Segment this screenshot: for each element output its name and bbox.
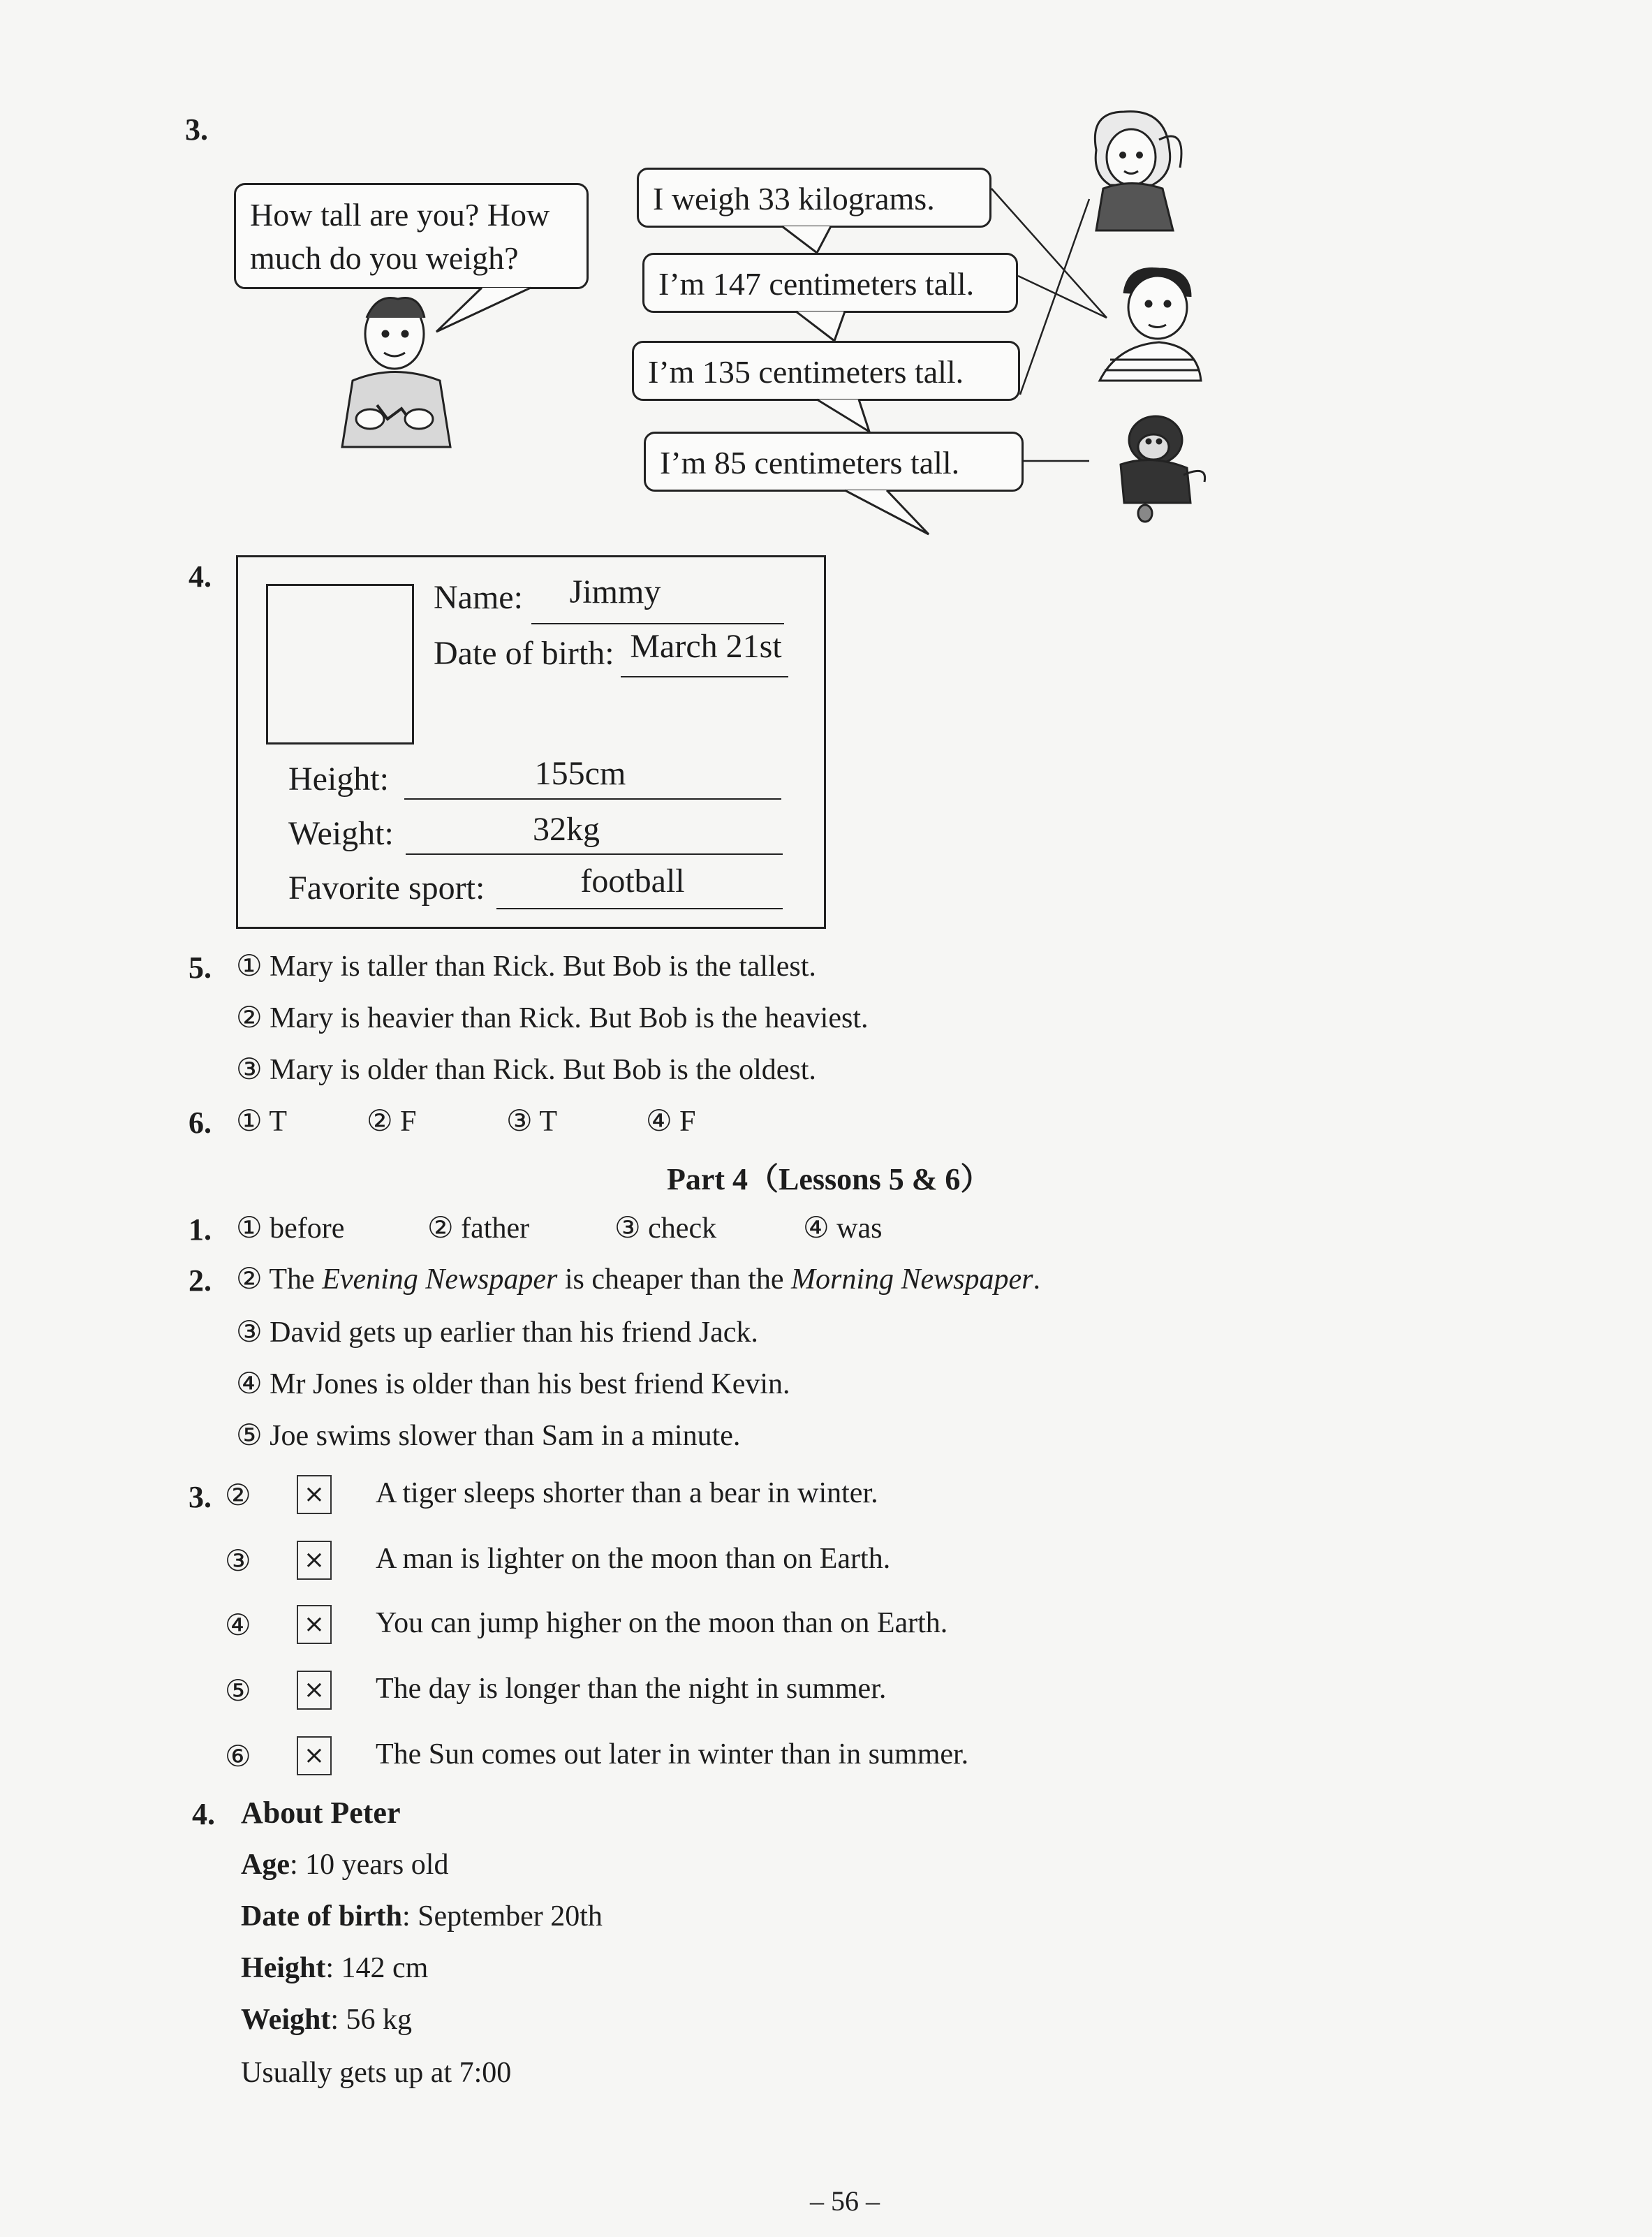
monkey-figure <box>1121 416 1205 522</box>
q6-item-4 <box>646 1103 696 1138</box>
p4q2-item-2 <box>236 1314 758 1349</box>
q6-item-1-mark: ① <box>236 1106 263 1138</box>
match-line-3 <box>1020 199 1089 395</box>
peter-height-label: Height <box>241 1952 326 1984</box>
p4q1-item-1-text: before <box>270 1212 345 1245</box>
sport-underline <box>496 908 783 909</box>
q3-illustration <box>0 0 1652 559</box>
weight-sep: : <box>330 2004 339 2036</box>
part4-title: Part 4（Lessons 5 & 6） <box>667 1162 991 1196</box>
boy-figure <box>1100 268 1201 381</box>
boy-asking-figure <box>342 298 450 447</box>
photo-box <box>266 584 414 745</box>
q5-item-2 <box>236 1000 869 1035</box>
page-number: – 56 – <box>810 2185 880 2217</box>
dob-sep: : <box>401 1900 411 1932</box>
p4q3-item-2-mark: ③ <box>225 1546 251 1578</box>
q6-number: 6. <box>189 1106 212 1140</box>
p4q3-item-1-box: × <box>297 1475 332 1514</box>
p4q3-item-4-box: × <box>297 1671 332 1710</box>
sport-value: football <box>580 863 685 900</box>
p4q1-item-2-mark: ② <box>427 1212 454 1245</box>
p4q3-item-3-box: × <box>297 1605 332 1644</box>
p4q2-first-em1: Evening Newspaper <box>322 1263 558 1296</box>
p4q3-item-1-text: A tiger sleeps shorter than a bear in winter. <box>376 1477 878 1509</box>
match-line-2 <box>1018 276 1107 318</box>
question-bubble-tail <box>436 288 531 332</box>
name-underline <box>531 623 784 624</box>
q6-item-2-text: F <box>400 1106 417 1138</box>
q5-item-2-text: Mary is heavier than Rick. But Bob is the heaviest. <box>270 1002 869 1034</box>
answer-tail-3 <box>817 399 869 432</box>
p4q1-item-3-text: check <box>648 1212 717 1245</box>
q6-item-3 <box>506 1103 557 1138</box>
dob-underline <box>621 676 788 677</box>
p4q3-item-2-text: A man is lighter on the moon than on Earth. <box>376 1543 891 1575</box>
question-line-2: much do you weigh? <box>250 240 519 276</box>
p4q2-item-2-text: David gets up earlier than his friend Jack. <box>270 1316 758 1349</box>
p4q3-number: 3. <box>189 1480 212 1514</box>
p4q3-item-4-text: The day is longer than the night in summer. <box>376 1673 887 1705</box>
age-sep: : <box>289 1849 298 1881</box>
height-row <box>241 1951 428 1985</box>
q5-item-1-text: Mary is taller than Rick. But Bob is the tallest. <box>270 951 816 983</box>
age-label: Age <box>241 1849 290 1881</box>
sport-label: Favorite sport: <box>288 870 485 907</box>
q5-item-2-mark: ② <box>236 1002 263 1034</box>
q5-number: 5. <box>189 951 212 985</box>
height-sep: : <box>325 1952 334 1984</box>
p4q2-first-mark: ② <box>236 1263 263 1296</box>
name-label: Name: <box>434 579 523 616</box>
info-card <box>236 555 826 929</box>
q6-item-1 <box>236 1103 287 1138</box>
p4q3-item-5-text: The Sun comes out later in winter than in summer. <box>376 1738 969 1770</box>
p4q3-item-3-mark: ④ <box>225 1610 251 1642</box>
q5-item-3-mark: ③ <box>236 1054 263 1086</box>
p4q1-item-1 <box>236 1210 344 1245</box>
p4q2-item-first <box>236 1261 1040 1296</box>
q6-item-3-mark: ③ <box>506 1106 533 1138</box>
height-value: 155cm <box>534 755 626 792</box>
weight-row <box>241 2003 412 2037</box>
p4q1-item-3-mark: ③ <box>614 1212 641 1245</box>
p4q1-item-2 <box>427 1210 529 1245</box>
answer-bubble-2: I’m 147 centimeters tall. <box>642 253 1018 313</box>
peter-dob-value: September 20th <box>418 1900 603 1932</box>
weight-label: Weight: <box>288 815 394 852</box>
p4q4-number: 4. <box>192 1797 215 1831</box>
q4-number: 4. <box>189 559 212 594</box>
answer-tail-4 <box>845 490 929 534</box>
weight-underline <box>406 853 783 855</box>
q6-item-1-text: T <box>269 1106 288 1138</box>
girl-figure <box>1095 112 1181 230</box>
p4q3-item-1-mark: ② <box>225 1480 251 1512</box>
weight-value: 32kg <box>533 811 600 848</box>
p4q2-first-post: . <box>1033 1263 1040 1296</box>
match-line-1 <box>991 189 1107 318</box>
q6-item-4-text: F <box>679 1106 696 1138</box>
p4q2-item-4 <box>236 1418 740 1453</box>
q5-item-3-text: Mary is older than Rick. But Bob is the oldest. <box>270 1054 816 1086</box>
peter-weight-value: 56 kg <box>346 2004 413 2036</box>
q6-item-2-mark: ② <box>367 1106 393 1138</box>
p4q4-title: About Peter <box>241 1796 401 1830</box>
p4q1-number: 1. <box>189 1212 212 1247</box>
p4q2-item-4-text: Joe swims slower than Sam in a minute. <box>270 1420 741 1452</box>
p4q3-item-3-text: You can jump higher on the moon than on Earth. <box>376 1607 948 1639</box>
p4q2-item-2-mark: ③ <box>236 1316 263 1349</box>
name-value: Jimmy <box>569 573 661 610</box>
q5-item-3 <box>236 1052 816 1087</box>
p4q2-number: 2. <box>189 1263 212 1298</box>
p4q2-first-pre: The <box>269 1263 315 1296</box>
dob-row <box>241 1900 603 1933</box>
peter-dob-label: Date of birth <box>241 1900 402 1932</box>
p4q2-item-3-text: Mr Jones is older than his best friend Kevin. <box>270 1368 790 1400</box>
p4q1-item-4 <box>803 1210 882 1245</box>
height-label: Height: <box>288 761 389 798</box>
dob-value: March 21st <box>630 628 782 665</box>
height-underline <box>404 798 781 800</box>
q6-item-4-mark: ④ <box>646 1106 672 1138</box>
question-line-1: How tall are you? How <box>250 197 550 233</box>
q5-item-1-mark: ① <box>236 951 263 983</box>
p4q1-item-3 <box>614 1210 716 1245</box>
getup-row: Usually gets up at 7:00 <box>241 2057 512 2089</box>
dob-label: Date of birth: <box>434 635 614 672</box>
answer-bubble-4: I’m 85 centimeters tall. <box>644 432 1024 492</box>
q5-item-1 <box>236 948 816 983</box>
p4q3-item-5-mark: ⑥ <box>225 1741 251 1773</box>
p4q1-item-1-mark: ① <box>236 1212 263 1245</box>
q6-item-2 <box>367 1103 417 1138</box>
p4q1-item-4-mark: ④ <box>803 1212 829 1245</box>
answer-bubble-3: I’m 135 centimeters tall. <box>632 341 1020 401</box>
p4q3-item-4-mark: ⑤ <box>225 1675 251 1708</box>
q6-item-3-text: T <box>539 1106 558 1138</box>
p4q2-item-4-mark: ⑤ <box>236 1420 263 1452</box>
peter-height-value: 142 cm <box>341 1952 429 1984</box>
p4q3-item-5-box: × <box>297 1736 332 1775</box>
p4q2-item-3 <box>236 1366 790 1401</box>
answer-tail-1 <box>782 226 831 253</box>
p4q2-item-3-mark: ④ <box>236 1368 263 1400</box>
p4q3-item-2-box: × <box>297 1541 332 1580</box>
age-row <box>241 1848 448 1882</box>
answer-tail-2 <box>796 311 845 341</box>
p4q2-first-em2: Morning Newspaper <box>791 1263 1033 1296</box>
p4q2-first-mid: is cheaper than the <box>564 1263 784 1296</box>
p4q1-item-4-text: was <box>836 1212 883 1245</box>
answer-bubble-1: I weigh 33 kilograms. <box>637 168 991 228</box>
q3-number: 3. <box>185 112 208 147</box>
p4q1-item-2-text: father <box>461 1212 530 1245</box>
age-value: 10 years old <box>305 1849 449 1881</box>
peter-weight-label: Weight <box>241 2004 331 2036</box>
